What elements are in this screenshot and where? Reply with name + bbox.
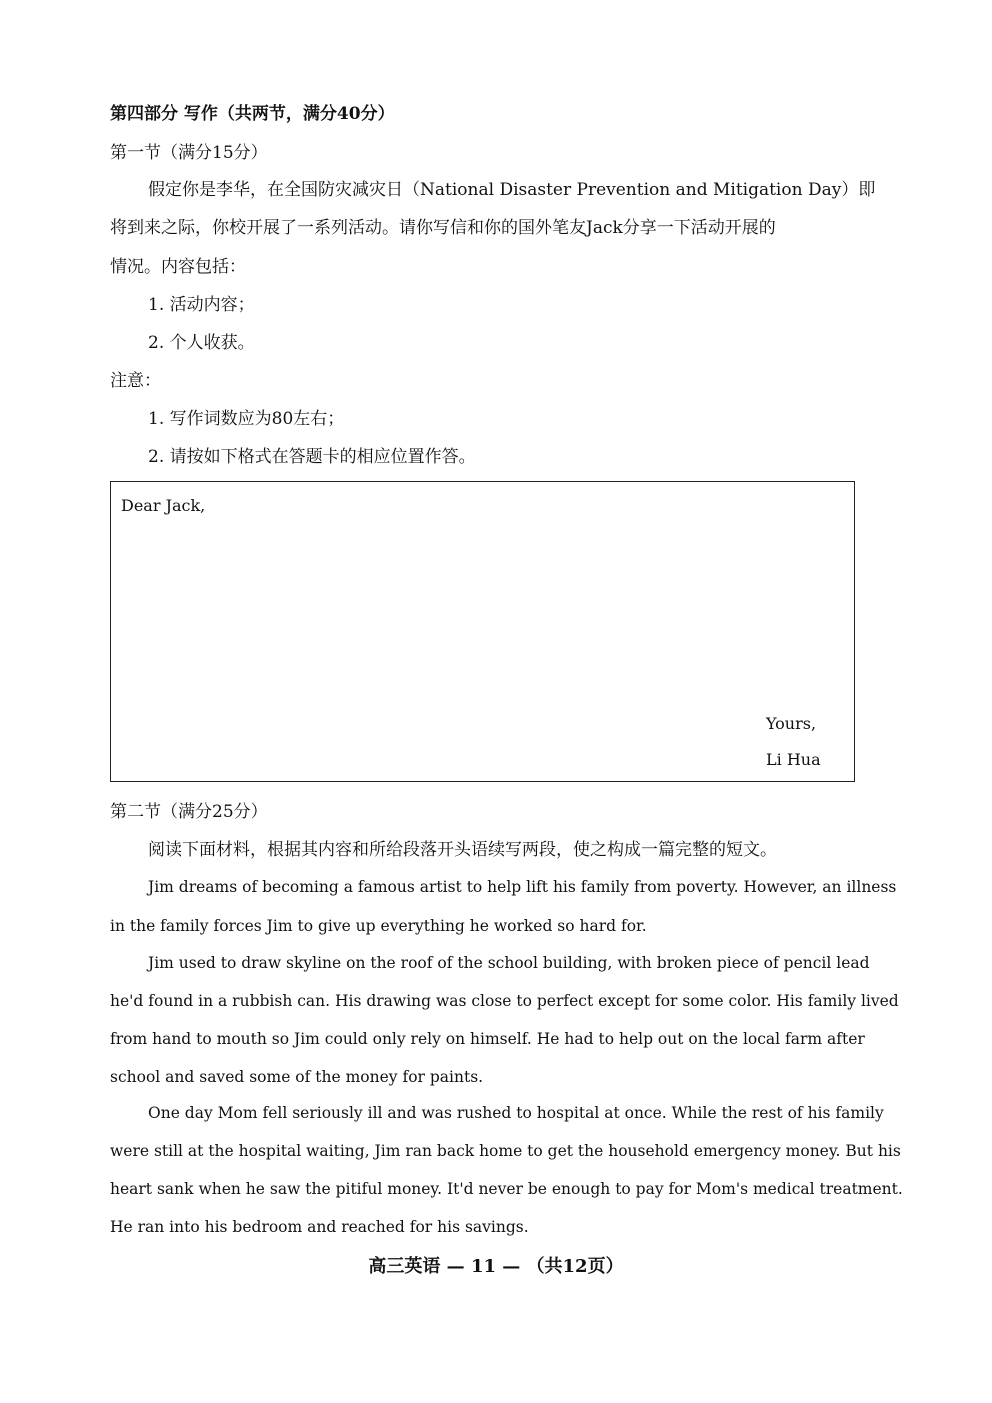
content-item: 2. 个人收获。 xyxy=(148,333,255,353)
letter-greeting: Dear Jack, xyxy=(121,496,206,515)
page-footer: 高三英语 — 11 — （共12页） xyxy=(368,1256,624,1277)
section1-title: 第一节（满分15分） xyxy=(110,143,268,163)
section1-prompt-line: 情况。内容包括： xyxy=(110,257,246,277)
part-title: 第四部分 写作（共两节，满分40分） xyxy=(110,104,395,124)
notes-title: 注意： xyxy=(110,371,161,391)
story-paragraph-line: were still at the hospital waiting, Jim ran back home to get the household emergency money. But his xyxy=(110,1142,901,1160)
story-paragraph-line: heart sank when he saw the pitiful money. It'd never be enough to pay for Mom's medical treatment. xyxy=(110,1180,903,1198)
note-item: 2. 请按如下格式在答题卡的相应位置作答。 xyxy=(148,447,476,467)
section2-instruction: 阅读下面材料，根据其内容和所给段落开头语续写两段，使之构成一篇完整的短文。 xyxy=(148,840,777,860)
letter-answer-box xyxy=(110,481,855,782)
section1-prompt-line: 将到来之际，你校开展了一系列活动。请你写信和你的国外笔友Jack分享一下活动开展的 xyxy=(110,218,776,238)
story-paragraph-line: Jim dreams of becoming a famous artist to help lift his family from poverty. However, an illness xyxy=(148,878,897,896)
story-paragraph-line: Jim used to draw skyline on the roof of the school building, with broken piece of pencil lead xyxy=(148,954,870,972)
story-paragraph-line: He ran into his bedroom and reached for his savings. xyxy=(110,1218,529,1236)
section1-prompt-line: 假定你是李华，在全国防灾减灾日（National Disaster Prevention and Mitigation Day）即 xyxy=(148,180,876,200)
story-paragraph-line: he'd found in a rubbish can. His drawing was close to perfect except for some color. His family lived xyxy=(110,992,899,1010)
letter-signature: Li Hua xyxy=(766,750,821,769)
story-paragraph-line: in the family forces Jim to give up everything he worked so hard for. xyxy=(110,917,647,935)
section2-title: 第二节（满分25分） xyxy=(110,802,268,822)
story-paragraph-line: One day Mom fell seriously ill and was rushed to hospital at once. While the rest of his family xyxy=(148,1104,884,1122)
content-item: 1. 活动内容； xyxy=(148,295,255,315)
story-paragraph-line: from hand to mouth so Jim could only rely on himself. He had to help out on the local farm after xyxy=(110,1030,865,1048)
story-paragraph-line: school and saved some of the money for paints. xyxy=(110,1068,484,1086)
letter-closing: Yours, xyxy=(766,714,817,733)
note-item: 1. 写作词数应为80左右； xyxy=(148,409,345,429)
